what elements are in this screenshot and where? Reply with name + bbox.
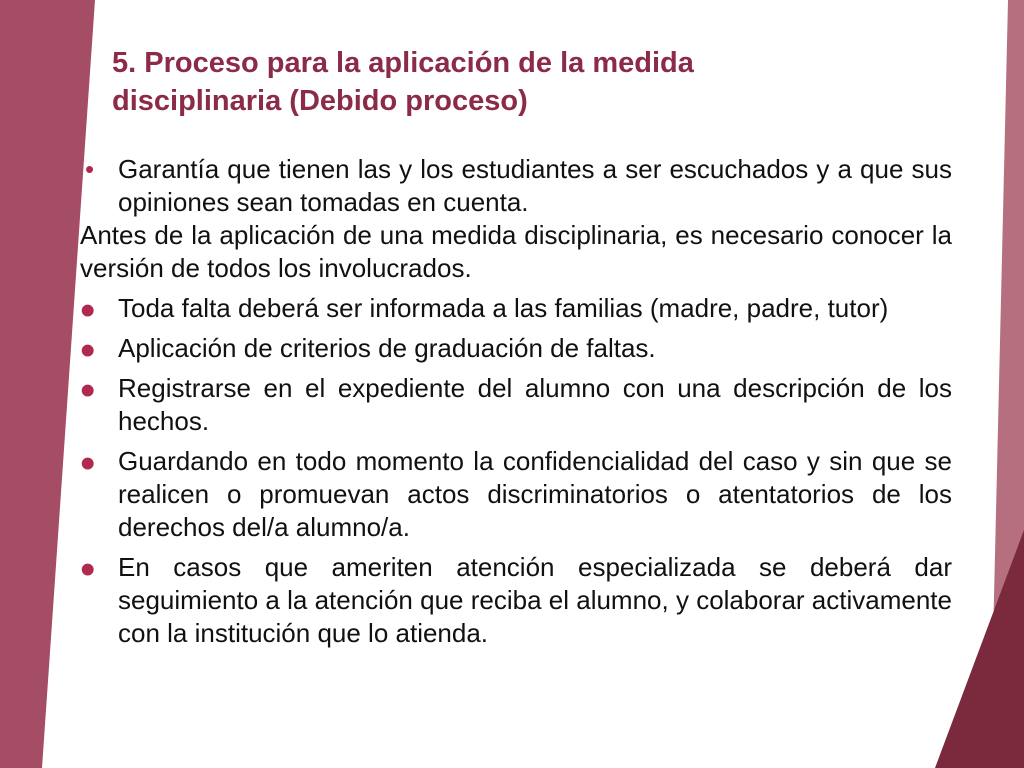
list-item-text: Registrarse en el expediente del alumno con una descripción de los hechos. xyxy=(118,373,952,436)
list-item-text: En casos que ameriten atención especializada se deberá dar seguimiento a la atención que reciba el alumno, y colaborar activamente con la institución que lo atienda. xyxy=(118,552,952,648)
bullet-marker: • xyxy=(80,366,96,415)
list-item-text: Guardando en todo momento la confidencialidad del caso y sin que se realicen o promuevan actos discriminatorios o atentatorios de los derechos del/a alumno/a. xyxy=(118,446,952,542)
bullet-marker: • xyxy=(80,326,96,375)
bullet-marker: • xyxy=(80,286,96,335)
intro-bullet-item xyxy=(80,153,952,219)
intro-paragraph: Antes de la aplicación de una medida disciplinaria, es necesario conocer la versión de todos los involucrados. xyxy=(80,220,952,283)
bullet-marker: • xyxy=(80,545,96,594)
slide-title: 5. Proceso para la aplicación de la medida disciplinaria (Debido proceso) xyxy=(112,47,694,117)
list-item xyxy=(80,326,952,375)
list-item xyxy=(80,545,952,650)
list-item xyxy=(80,286,952,335)
bullet-marker: • xyxy=(85,154,95,184)
list-item-text: Toda falta deberá ser informada a las familias (madre, padre, tutor) xyxy=(118,293,889,323)
bullet-marker: • xyxy=(80,439,96,488)
list-item-text: Aplicación de criterios de graduación de faltas. xyxy=(118,333,656,363)
list-item xyxy=(80,366,952,438)
list-item xyxy=(80,439,952,544)
slide-content xyxy=(80,153,952,650)
intro-bullet-text: Garantía que tienen las y los estudiantes a ser escuchados y a que sus opiniones sean tomadas en cuenta. xyxy=(118,154,952,217)
